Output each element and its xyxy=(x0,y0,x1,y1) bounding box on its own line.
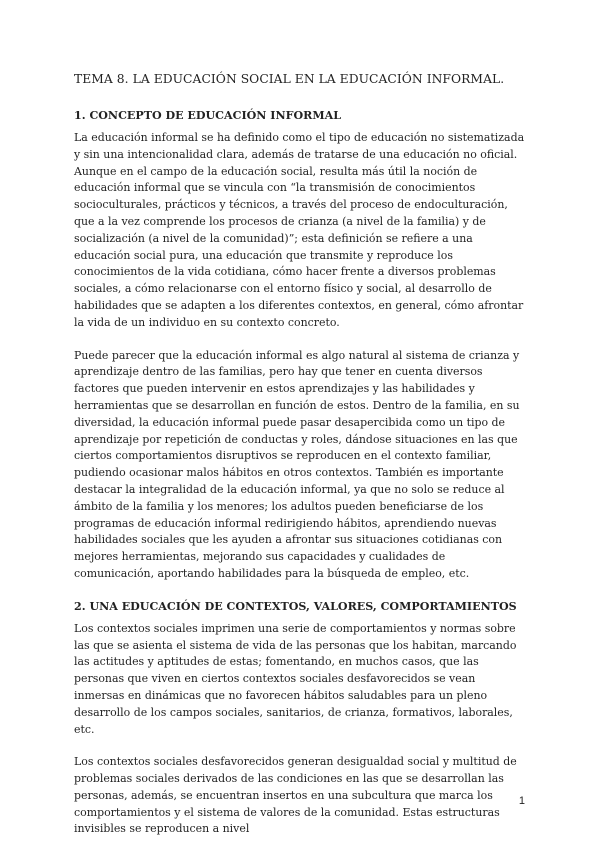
section-heading: 2. UNA EDUCACIÓN DE CONTEXTOS, VALORES, COMPORTAMIENTOS xyxy=(74,599,517,613)
paragraph: La educación informal se ha definido como el tipo de educación no sistematizada y sin una intencionalidad clara, además de tratarse de una educación no oficial. Aunque en el campo de la educación social, resulta más útil la noción de educación informal que se vincula con “la transmisión de conocimientos socioculturales, prácticos y técnicos, a través del proceso de endoculturación, que a la vez comprende los procesos de crianza (a nivel de la familia) y de socialización (a nivel de la comunidad)”; esta definición se refiere a una educación social pura, una educación que transmite y reproduce los conocimientos de la vida cotidiana, cómo hacer frente a diversos problemas sociales, a cómo relacionarse con el entorno físico y social, al desarrollo de habilidades que se adapten a los diferentes contextos, en general, cómo afrontar la vida de un individuo en su contexto concreto. xyxy=(74,131,525,329)
section-concepto xyxy=(74,108,526,583)
paragraph: Puede parecer que la educación informal es algo natural al sistema de crianza y aprendizaje dentro de las familias, pero hay que tener en cuenta diversos factores que pueden intervenir en estos aprendizajes y las habilidades y herramientas que se desarrollan en función de estos. Dentro de la familia, en su diversidad, la educación informal puede pasar desapercibida como un tipo de aprendizaje por repetición de conductas y roles, dándose situaciones en las que ciertos comportamientos disruptivos se reproducen en el contexto familiar, pudiendo ocasionar malos hábitos en otros contextos. También es importante destacar la integralidad de la educación informal, ya que no solo se reduce al ámbito de la familia y los menores; los adultos pueden beneficiarse de los programas de educación informal redirigiendo hábitos, aprendiendo nuevas habilidades sociales que les ayuden a afrontar sus situaciones cotidianas con mejores herramientas, mejorando sus capacidades y cualidades de comunicación, aportando habilidades para la búsqueda de empleo, etc. xyxy=(74,348,520,580)
document-title: TEMA 8. LA EDUCACIÓN SOCIAL EN LA EDUCACIÓN INFORMAL. xyxy=(74,72,505,86)
paragraph: Los contextos sociales desfavorecidos generan desigualdad social y multitud de problemas sociales derivados de las condiciones en las que se desarrollan las personas, además, se encuentran insertos en una subcultura que marca los comportamientos y el sistema de valores de la comunidad. Estas estructuras invisibles se reproducen a nivel xyxy=(74,755,517,836)
section-heading: 1. CONCEPTO DE EDUCACIÓN INFORMAL xyxy=(74,109,342,122)
page-number: 1 xyxy=(518,795,525,807)
section-contextos xyxy=(74,599,526,839)
paragraph: Los contextos sociales imprimen una serie de comportamientos y normas sobre las que se asienta el sistema de vida de las personas que los habitan, marcando las actitudes y aptitudes de estas; fomentando, en muchos casos, que las personas que viven en ciertos contextos sociales desfavorecidos se vean inmersas en dinámicas que no favorecen hábitos saludables para un pleno desarrollo de los campos sociales, sanitarios, de crianza, formativos, laborales, etc. xyxy=(74,621,517,736)
